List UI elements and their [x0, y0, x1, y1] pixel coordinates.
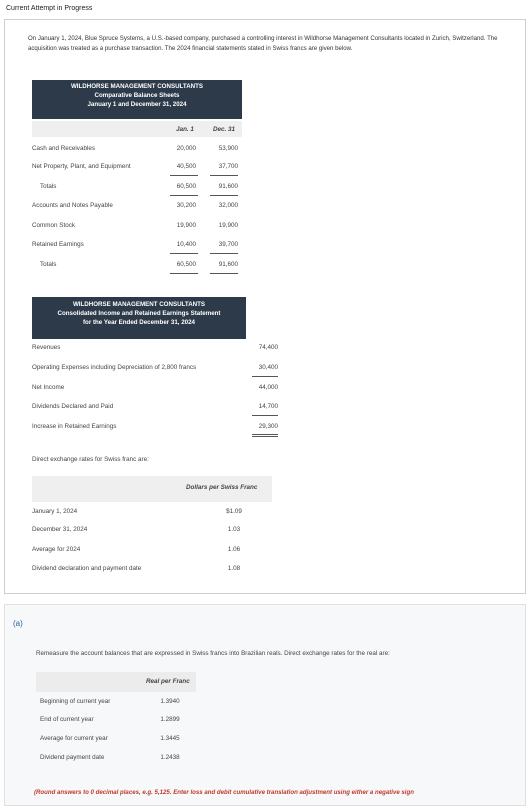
- real-rate-value: 1.2438: [160, 754, 180, 761]
- bs-row-jan: 10,400: [176, 241, 196, 248]
- col-dec-header: Dec. 31: [212, 126, 236, 133]
- bs-row-dec: 39,700: [218, 241, 238, 248]
- bs-row-label: Common Stock: [32, 222, 76, 229]
- bs-row-dec: 53,900: [218, 145, 238, 152]
- bs-row-jan: 30,200: [176, 202, 196, 209]
- is-row-label: Net Income: [32, 384, 65, 391]
- is-underline: [252, 415, 278, 416]
- bs-row-dec: 91,600: [218, 183, 238, 190]
- bs-row-label: Cash and Receivables: [32, 145, 96, 152]
- part-a-label: (a): [13, 619, 23, 628]
- real-rate-value: 1.3940: [160, 698, 180, 705]
- bs-underline: [210, 273, 238, 274]
- balance-sheet-title: WILDHORSE MANAGEMENT CONSULTANTS Comparative Balance Sheets January 1 and December 31, 2024: [32, 80, 242, 119]
- rates-header: Dollars per Swiss Franc: [186, 484, 258, 491]
- real-rate-value: 1.3445: [160, 735, 180, 742]
- col-jan-header: Jan. 1: [176, 126, 194, 133]
- bs-row-label: Totals: [40, 261, 57, 268]
- is-row-label: Dividends Declared and Paid: [32, 403, 114, 410]
- bs-row-jan: 60,500: [176, 183, 196, 190]
- bs-underline: [170, 253, 198, 254]
- bs-row-jan: 20,000: [176, 145, 196, 152]
- bs-underline: [210, 175, 238, 176]
- is-row-label: Increase in Retained Earnings: [32, 423, 117, 430]
- bs-row-jan: 19,900: [176, 222, 196, 229]
- bs-row-dec: 91,600: [218, 261, 238, 268]
- rate-value: 1.06: [227, 546, 241, 553]
- rate-label: December 31, 2024: [32, 526, 88, 533]
- bs-underline: [170, 175, 198, 176]
- real-rate-value: 1.2899: [160, 716, 180, 723]
- bs-row-dec: 32,000: [218, 202, 238, 209]
- rounding-note: (Round answers to 0 decimal places, e.g. 5,125. Enter loss and debit cumulative translation adjustment using either a negative sign: [34, 789, 414, 796]
- is-row-label: Operating Expenses including Depreciation of 2,800 francs: [32, 364, 197, 371]
- is-row-value: 30,400: [258, 364, 278, 371]
- bs-row-dec: 37,700: [218, 163, 238, 170]
- bs-underline: [210, 253, 238, 254]
- rate-label: Dividend declaration and payment date: [32, 565, 142, 572]
- rate-value: 1.08: [227, 565, 241, 572]
- bs-underline: [170, 195, 198, 196]
- bs-row-jan: 40,500: [176, 163, 196, 170]
- bs-row-label: Totals: [40, 183, 57, 190]
- real-rate-label: End of current year: [40, 716, 94, 723]
- real-rate-label: Average for current year: [40, 735, 108, 742]
- problem-intro: On January 1, 2024, Blue Spruce Systems, a U.S.-based company, purchased a controlling interest in Wildhorse Management Consultants located in Zurich, Switzerland. The acquisition was treated as a purchase transaction. The 2024 financial statements stated in Swiss francs are given below.: [28, 35, 498, 52]
- part-a-instruction: Remeasure the account balances that are expressed in Swiss francs into Brazilian reals. Direct exchange rates for the real are:: [36, 650, 390, 657]
- is-row-value: 14,700: [258, 403, 278, 410]
- is-row-label: Revenues: [32, 344, 61, 351]
- bs-row-jan: 60,500: [176, 261, 196, 268]
- real-rate-label: Beginning of current year: [40, 698, 111, 705]
- is-underline: [252, 376, 278, 377]
- is-underline: [252, 434, 278, 435]
- real-rates-header: Real per Franc: [146, 678, 190, 685]
- bs-row-label: Retained Earnings: [32, 241, 84, 248]
- is-row-value: 74,400: [258, 344, 278, 351]
- real-rate-label: Dividend payment date: [40, 754, 105, 761]
- rates-caption: Direct exchange rates for Swiss franc are:: [32, 456, 149, 463]
- bs-row-label: Net Property, Plant, and Equipment: [32, 163, 131, 170]
- is-row-value: 44,000: [258, 384, 278, 391]
- bs-row-dec: 19,900: [218, 222, 238, 229]
- bs-underline: [170, 273, 198, 274]
- rate-label: January 1, 2024: [32, 508, 78, 515]
- part-a-card: [4, 604, 526, 806]
- income-statement-title: WILDHORSE MANAGEMENT CONSULTANTS Consolidated Income and Retained Earnings Statement for the Year Ended December 31, 2024: [32, 297, 246, 339]
- page-header: Current Attempt in Progress: [6, 5, 93, 12]
- is-row-value: 29,300: [258, 423, 278, 430]
- rate-value: $1.09: [226, 508, 242, 515]
- rate-value: 1.03: [227, 526, 241, 533]
- rate-label: Average for 2024: [32, 546, 81, 553]
- is-underline: [252, 436, 278, 437]
- bs-underline: [210, 195, 238, 196]
- bs-row-label: Accounts and Notes Payable: [32, 202, 113, 209]
